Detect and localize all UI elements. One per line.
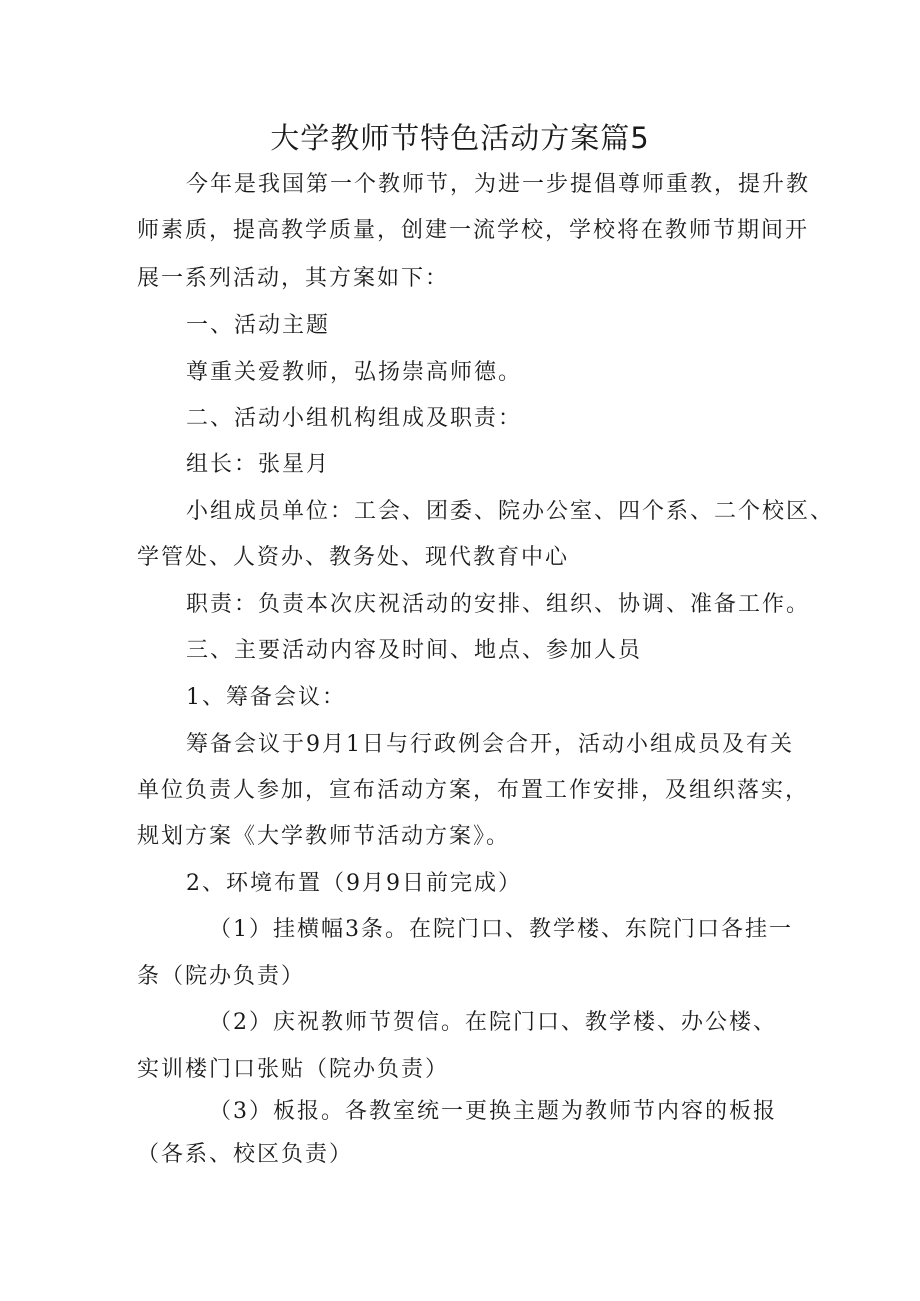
list-item-line: （1）挂横幅3条。在院门口、教学楼、东院门口各挂一: [209, 917, 793, 942]
paragraph-line: 学管处、人资办、教务处、现代教育中心: [137, 545, 570, 570]
subsection-heading: 2、环境布置（9月9日前完成）: [186, 871, 522, 896]
list-item-line: （3）板报。各教室统一更换主题为教师节内容的板报: [209, 1099, 777, 1124]
list-item-line: （各系、校区负责）: [137, 1142, 354, 1167]
paragraph-line: 组长：张星月: [186, 452, 331, 477]
section-heading: 二、活动小组机构组成及职责：: [186, 406, 523, 431]
list-item-line: 条（院办负责）: [137, 964, 306, 989]
paragraph-line: 小组成员单位：工会、团委、院办公室、四个系、二个校区、: [186, 499, 835, 524]
paragraph-line: 职责：负责本次庆祝活动的安排、组织、协调、准备工作。: [186, 592, 811, 617]
paragraph-line: 筹备会议于9月1日与行政例会合开，活动小组成员及有关: [186, 732, 794, 757]
paragraph-line: 规划方案《大学教师节活动方案》。: [137, 824, 511, 849]
paragraph-line: 今年是我国第一个教师节，为进一步提倡尊师重教，提升教: [186, 172, 811, 197]
section-heading: 三、主要活动内容及时间、地点、参加人员: [186, 638, 643, 663]
subsection-heading: 1、筹备会议：: [186, 685, 346, 710]
paragraph-line: 展一系列活动，其方案如下：: [137, 266, 450, 291]
section-heading: 一、活动主题: [186, 313, 331, 338]
list-item-line: 实训楼门口张贴（院办负责）: [137, 1057, 450, 1082]
paragraph-line: 单位负责人参加，宣布活动方案，布置工作安排，及组织落实，: [137, 778, 810, 803]
document-title: 大学教师节特色活动方案篇5: [270, 121, 650, 155]
paragraph-line: 师素质，提高教学质量，创建一流学校，学校将在教师节期间开: [137, 218, 810, 243]
paragraph-line: 尊重关爱教师，弘扬崇高师德。: [186, 360, 523, 385]
list-item-line: （2）庆祝教师节贺信。在院门口、教学楼、办公楼、: [209, 1010, 777, 1035]
